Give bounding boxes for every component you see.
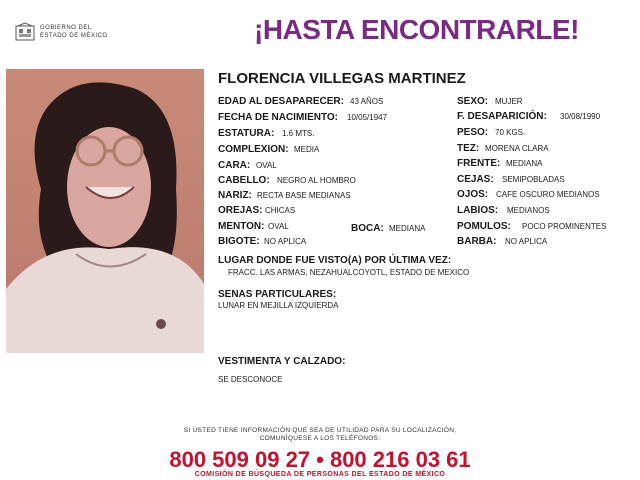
complexion-value: MEDIA <box>294 145 320 154</box>
nariz-value: RECTA BASE MEDIANAS <box>257 191 351 200</box>
menton-label: MENTON: <box>218 221 265 232</box>
logo-line1: GOBIERNO DEL <box>40 25 92 31</box>
pomulos-label: POMULOS: <box>457 221 511 232</box>
labios-label: LABIOS: <box>457 205 499 216</box>
edad-label: EDAD AL DESAPARECER: <box>218 96 344 107</box>
person-photo <box>6 69 204 353</box>
cabello-value: NEGRO AL HOMBRO <box>277 176 356 185</box>
pomulos-value: POCO PROMINENTES <box>522 222 607 231</box>
barba-value: NO APLICA <box>505 237 548 246</box>
edad-value: 43 AÑOS <box>350 97 384 106</box>
ojos-value: CAFE OSCURO MEDIANOS <box>496 190 600 199</box>
footer-note-line2: COMUNÍQUESE A LOS TELÉFONOS: <box>259 435 381 442</box>
government-logo <box>14 22 124 48</box>
boca-value: MEDIANA <box>389 224 426 233</box>
clothing-label: VESTIMENTA Y CALZADO: <box>218 356 346 367</box>
cejas-value: SEMIPOBLADAS <box>502 175 565 184</box>
logo-line2: ESTADO DE MÉXICO <box>40 33 108 39</box>
commission-name: COMISIÓN DE BÚSQUEDA DE PERSONAS DEL ESTADO DE MÉXICO <box>194 471 446 478</box>
cara-label: CARA: <box>218 160 251 171</box>
clothing-value: SE DESCONOCE <box>218 375 283 384</box>
last-seen-label: LUGAR DONDE FUE VISTO(A) POR ÚLTIMA VEZ: <box>218 255 452 266</box>
bigote-value: NO APLICA <box>264 237 307 246</box>
state-emblem-icon <box>14 22 36 44</box>
fecha-desaparicion-label: F. DESAPARICIÓN: <box>457 111 547 122</box>
headline: ¡HASTA ENCONTRARLE! <box>254 14 579 45</box>
person-name: FLORENCIA VILLEGAS MARTINEZ <box>218 70 466 87</box>
labios-value: MEDIANOS <box>507 206 550 215</box>
barba-label: BARBA: <box>457 236 497 247</box>
nariz-label: NARIZ: <box>218 190 252 201</box>
last-seen-value: FRACC. LAS ARMAS, NEZAHUALCOYOTL, ESTADO DE MEXICO <box>228 268 470 277</box>
phone-numbers: 800 509 09 27 • 800 216 03 61 <box>169 447 471 472</box>
frente-value: MEDIANA <box>506 159 543 168</box>
tez-label: TEZ: <box>457 143 480 154</box>
frente-label: FRENTE: <box>457 158 501 169</box>
menton-value: OVAL <box>268 222 289 231</box>
orejas-label: OREJAS: <box>218 205 263 216</box>
fecha-desaparicion-value: 30/08/1990 <box>560 112 601 121</box>
complexion-label: COMPLEXION: <box>218 144 289 155</box>
orejas-value: CHICAS <box>265 206 296 215</box>
cara-value: OVAL <box>256 161 277 170</box>
sexo-value: MUJER <box>495 97 523 106</box>
footer-note-line1: SI USTED TIENE INFORMACIÓN QUE SEA DE UTILIDAD PARA SU LOCALIZACIÓN, <box>183 427 457 434</box>
fecha-nacimiento-label: FECHA DE NACIMIENTO: <box>218 112 338 123</box>
particular-marks-value: LUNAR EN MEJILLA IZQUIERDA <box>218 301 339 310</box>
estatura-value: 1.6 MTS. <box>282 129 315 138</box>
sexo-label: SEXO: <box>457 96 489 107</box>
cejas-label: CEJAS: <box>457 174 494 185</box>
tez-value: MORENA CLARA <box>485 144 549 153</box>
bigote-label: BIGOTE: <box>218 236 260 247</box>
particular-marks-label: SENAS PARTICULARES: <box>218 289 337 300</box>
estatura-label: ESTATURA: <box>218 128 275 139</box>
fecha-nacimiento-value: 10/05/1947 <box>347 113 388 122</box>
peso-label: PESO: <box>457 127 489 138</box>
boca-label: BOCA: <box>351 223 384 234</box>
photo-illustration <box>6 69 204 353</box>
ojos-label: OJOS: <box>457 189 489 200</box>
cabello-label: CABELLO: <box>218 175 270 186</box>
peso-value: 70 KGS. <box>495 128 526 137</box>
